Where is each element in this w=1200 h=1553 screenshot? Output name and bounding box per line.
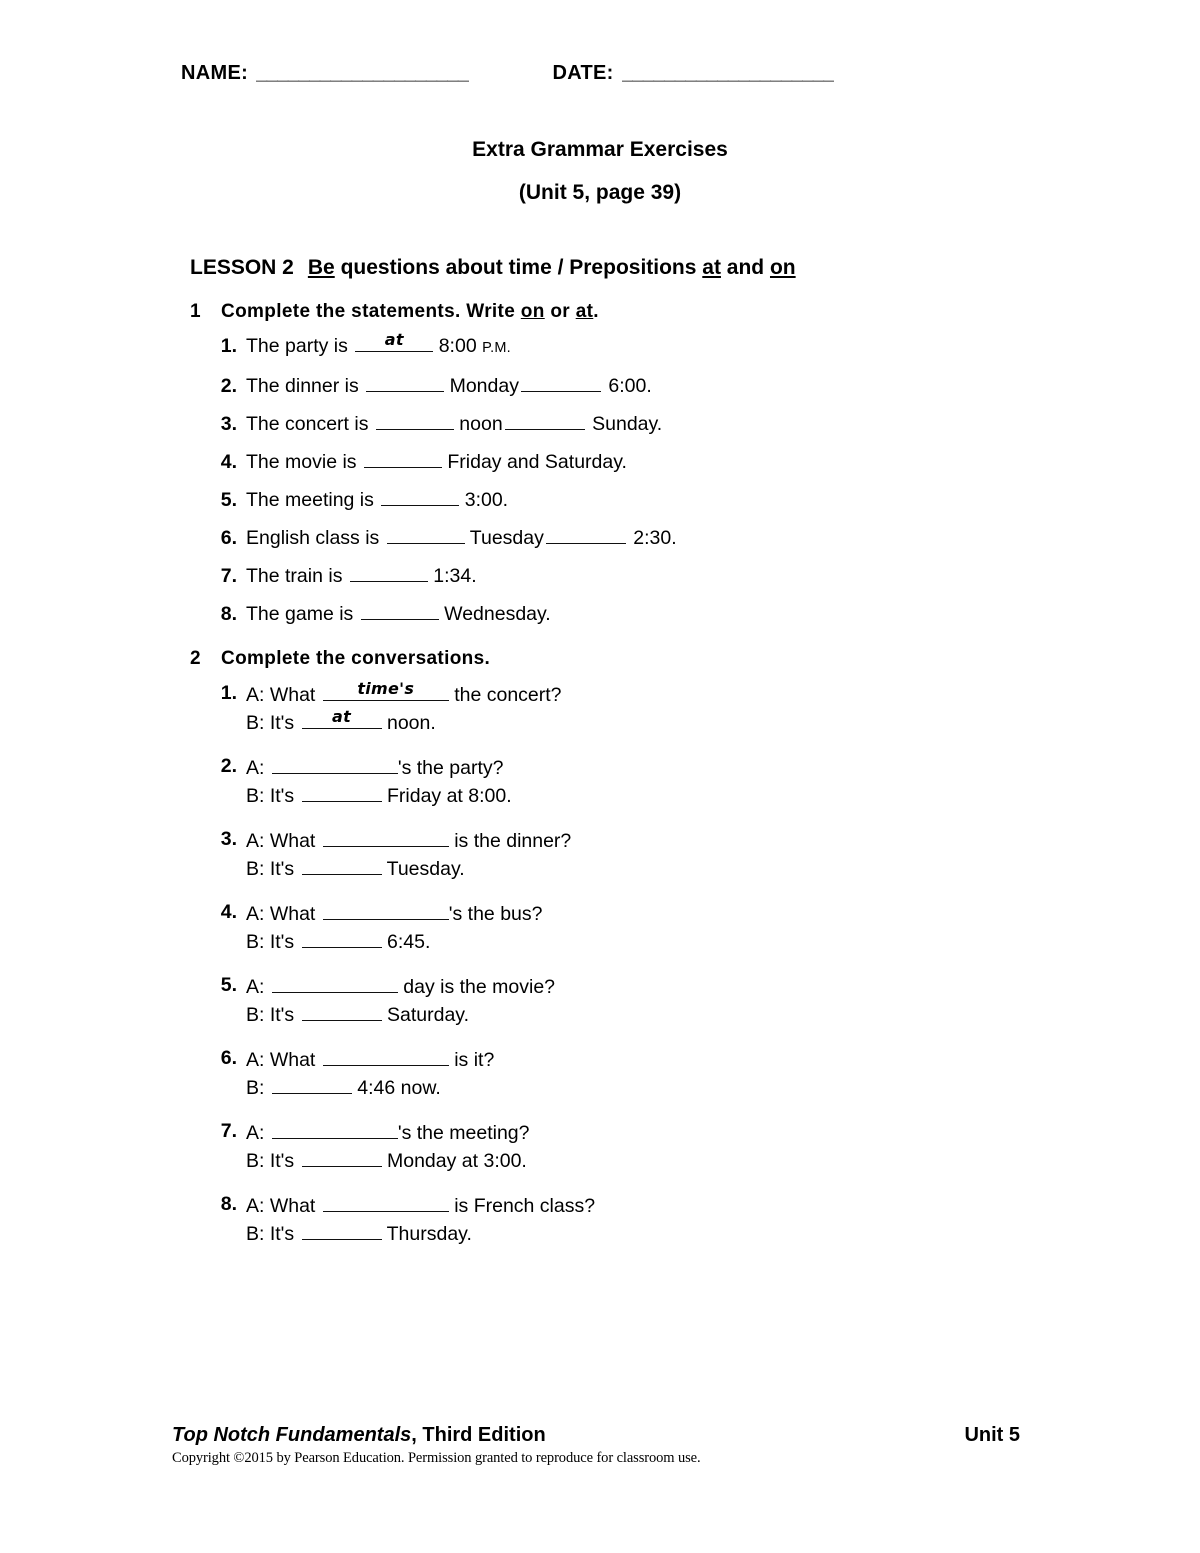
item-text: English class is Tuesday 2:30.	[246, 527, 677, 549]
page-title: Extra Grammar Exercises	[472, 138, 728, 161]
answer-blank[interactable]	[366, 374, 444, 392]
answer-blank[interactable]	[323, 679, 449, 701]
item-number: 4.	[220, 451, 237, 473]
footer-book-title	[172, 1424, 546, 1447]
lesson-topic-and: and	[720, 256, 770, 279]
exercise-2-item	[190, 900, 595, 956]
item-number: 8.	[220, 603, 237, 625]
conversation-line-b: B: It's Monday at 3:00.	[246, 1150, 527, 1172]
item-number: 4.	[220, 901, 237, 923]
conversation	[246, 1119, 529, 1175]
exercise-2-item	[190, 1046, 595, 1102]
exercise-1-item	[190, 602, 677, 627]
answer-blank[interactable]	[323, 902, 449, 920]
answer-blank[interactable]	[361, 602, 439, 620]
conversation-line-a: A: What 's the bus?	[246, 903, 543, 925]
exercise-1-item	[190, 526, 677, 551]
conversation-line-b: B: It's Tuesday.	[246, 858, 465, 880]
answer-blank[interactable]	[302, 784, 382, 802]
lesson-number: LESSON 2	[190, 256, 294, 279]
item-text: The train is 1:34.	[246, 565, 477, 587]
exercise-2	[190, 648, 595, 1265]
item-text: The concert is noon Sunday.	[246, 413, 663, 435]
exercise-1-instruction	[190, 301, 677, 323]
answer-blank[interactable]	[376, 412, 454, 430]
conversation-line-b: B: It's Saturday.	[246, 1004, 470, 1026]
item-number: 5.	[220, 489, 237, 511]
exercise-2-items	[190, 681, 595, 1248]
conversation	[246, 900, 542, 956]
answer-blank[interactable]	[381, 488, 459, 506]
conversation	[246, 973, 555, 1029]
date-label: DATE:	[552, 62, 614, 84]
item-number: 3.	[220, 413, 237, 435]
answer-blank[interactable]	[350, 564, 428, 582]
exercise-1-item	[190, 374, 677, 399]
time-meridiem: P.M.	[482, 340, 511, 356]
name-date-row	[181, 62, 1041, 85]
conversation	[246, 827, 571, 883]
item-text: The meeting is 3:00.	[246, 489, 509, 511]
answer-blank[interactable]	[546, 526, 626, 544]
footer-book-edition: , Third Edition	[411, 1424, 546, 1446]
answer-blank[interactable]	[323, 1048, 449, 1066]
exercise-2-item	[190, 827, 595, 883]
page-footer	[172, 1424, 1020, 1467]
answer-blank[interactable]	[272, 1076, 352, 1094]
answer-blank[interactable]	[505, 412, 585, 430]
answer-blank[interactable]	[272, 975, 398, 993]
exercise-1-item	[190, 564, 677, 589]
item-text: The movie is Friday and Saturday.	[246, 451, 627, 473]
conversation-line-b: B: 4:46 now.	[246, 1077, 441, 1099]
answer-blank[interactable]	[272, 1121, 398, 1139]
exercise-1	[190, 301, 677, 640]
exercise-1-item	[190, 412, 677, 437]
item-number: 8.	[220, 1193, 237, 1215]
item-number: 2.	[220, 755, 237, 777]
answer-blank[interactable]	[302, 857, 382, 875]
exercise-1-item	[190, 450, 677, 475]
conversation-line-b: B: It's at noon.	[246, 707, 436, 734]
exercise-2-item	[190, 681, 595, 737]
lesson-topic-middle: questions about time / Prepositions	[334, 256, 703, 279]
answer-blank[interactable]	[323, 829, 449, 847]
footer-copyright: Copyright ©2015 by Pearson Education. Permission granted to reproduce for classroom use.	[172, 1450, 701, 1466]
exercise-1-item	[190, 330, 677, 361]
item-number: 3.	[220, 828, 237, 850]
conversation-line-a: A: What time's the concert?	[246, 679, 562, 706]
handwritten-answer: time's	[357, 679, 415, 698]
conversation	[246, 1046, 494, 1102]
date-field-group	[553, 62, 835, 85]
answer-blank[interactable]	[302, 1149, 382, 1167]
item-number: 5.	[220, 974, 237, 996]
lesson-topic-on: on	[769, 256, 796, 279]
answer-blank[interactable]	[272, 756, 398, 774]
item-number: 1.	[220, 335, 237, 357]
item-number: 7.	[220, 565, 237, 587]
exercise-2-number: 2	[190, 648, 201, 669]
item-number: 1.	[220, 682, 237, 704]
conversation	[246, 1192, 595, 1248]
exercise-2-item	[190, 754, 595, 810]
footer-book-name: Top Notch Fundamentals	[172, 1424, 412, 1446]
answer-blank[interactable]	[302, 1003, 382, 1021]
lesson-header	[190, 256, 796, 280]
conversation-line-b: B: It's Friday at 8:00.	[246, 785, 512, 807]
item-text: The dinner is Monday 6:00.	[246, 375, 652, 397]
exercise-2-item	[190, 973, 595, 1029]
conversation-line-a: A: 's the party?	[246, 757, 504, 779]
exercise-1-number: 1	[190, 301, 201, 322]
conversation-line-a: A: What is the dinner?	[246, 830, 572, 852]
conversation-line-b: B: It's 6:45.	[246, 931, 431, 953]
answer-blank[interactable]	[302, 930, 382, 948]
page-subtitle: (Unit 5, page 39)	[518, 181, 682, 204]
exercise-1-instruction-text: Complete the statements. Write on or at.	[221, 301, 599, 322]
footer-unit: Unit 5	[964, 1424, 1020, 1446]
name-label: NAME:	[181, 62, 249, 84]
lesson-topic-at: at	[702, 256, 721, 279]
exercise-2-item	[190, 1119, 595, 1175]
handwritten-answer: at	[332, 707, 352, 726]
answer-blank[interactable]	[521, 374, 601, 392]
conversation-line-a: A: 's the meeting?	[246, 1122, 530, 1144]
footer-row	[172, 1424, 1020, 1447]
answer-blank[interactable]	[355, 330, 433, 352]
item-text: The party is at 8:00 P.M.	[246, 330, 511, 357]
answer-blank[interactable]	[323, 1194, 449, 1212]
lesson-topic-be: Be	[307, 256, 335, 279]
answer-blank[interactable]	[364, 450, 442, 468]
name-blank-rule[interactable]: ____________________	[256, 62, 469, 84]
conversation	[246, 754, 512, 810]
conversation-line-a: A: What is French class?	[246, 1195, 596, 1217]
item-number: 2.	[220, 375, 237, 397]
item-number: 7.	[220, 1120, 237, 1142]
answer-blank[interactable]	[302, 707, 382, 729]
exercise-2-instruction	[190, 648, 595, 670]
conversation-line-b: B: It's Thursday.	[246, 1223, 472, 1245]
exercise-1-item	[190, 488, 677, 513]
item-number: 6.	[220, 1047, 237, 1069]
item-text: The game is Wednesday.	[246, 603, 551, 625]
date-blank-rule[interactable]: ____________________	[621, 62, 835, 84]
item-number: 6.	[220, 527, 237, 549]
conversation-line-a: A: day is the movie?	[246, 976, 556, 998]
exercise-2-instruction-text: Complete the conversations.	[221, 648, 491, 669]
answer-blank[interactable]	[302, 1222, 382, 1240]
conversation	[246, 681, 562, 737]
answer-blank[interactable]	[387, 526, 465, 544]
exercise-2-item	[190, 1192, 595, 1248]
conversation-line-a: A: What is it?	[246, 1049, 495, 1071]
exercise-1-items	[190, 330, 677, 627]
name-field-group	[181, 62, 469, 85]
handwritten-answer: at	[384, 330, 404, 349]
